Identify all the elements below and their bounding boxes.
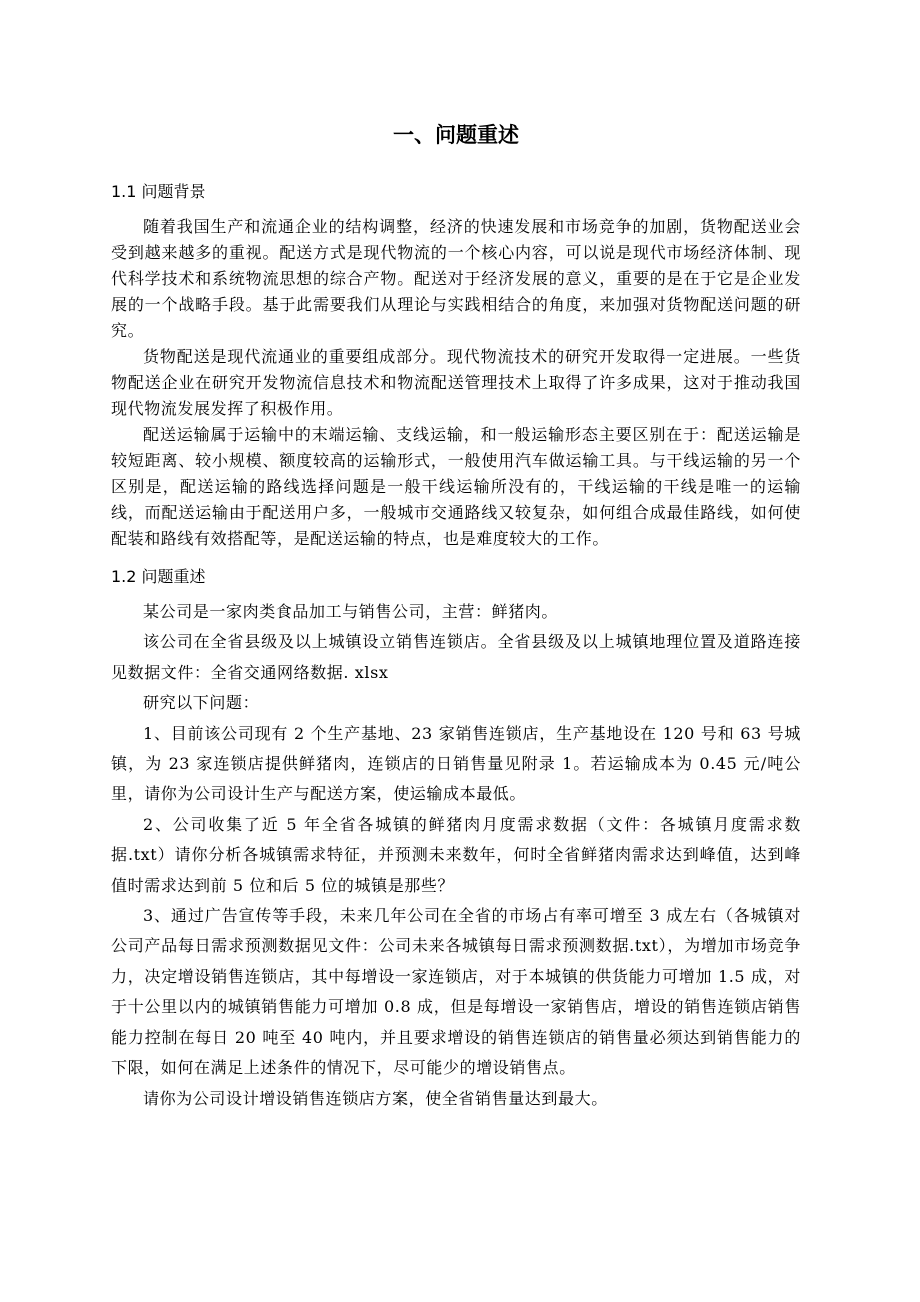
section-background — [111, 180, 801, 552]
paragraph: 研究以下问题： — [143, 693, 260, 713]
question-2: 2、公司收集了近 5 年全省各城镇的鲜猪肉月度需求数据（文件：各城镇月度需求数据.txt）请你分析各城镇需求特征，并预测未来数年，何时全省鲜猪肉需求达到峰值，达到峰值时需求达到前 5 位和后 5 位的城镇是那些？ — [111, 814, 801, 895]
section-problem-restatement — [111, 565, 801, 1114]
paragraph: 货物配送是现代流通业的重要组成部分。现代物流技术的研究开发取得一定进展。一些货物配送企业在研究开发物流信息技术和物流配送管理技术上取得了许多成果，这对于推动我国现代物流发展发挥了积极作用。 — [111, 347, 801, 418]
section-heading-background: 1.1 问题背景 — [111, 182, 206, 201]
question-1: 1、目前该公司现有 2 个生产基地、23 家销售连锁店，生产基地设在 120 号和 63 号城镇，为 23 家连锁店提供鲜猪肉，连锁店的日销售量见附录 1。若运输成本为 0.45 元/吨公里，请你为公司设计生产与配送方案，使运输成本最低。 — [111, 723, 801, 804]
paragraph: 某公司是一家肉类食品加工与销售公司，主营：鲜猪肉。 — [143, 602, 559, 621]
section-heading-restatement: 1.2 问题重述 — [111, 567, 206, 586]
paragraph: 配送运输属于运输中的末端运输、支线运输，和一般运输形态主要区别在于：配送运输是较短距离、较小规模、额度较高的运输形式，一般使用汽车做运输工具。与干线运输的另一个区别是，配送运输的路线选择问题是一般干线运输所没有的，干线运输的干线是唯一的运输线，而配送运输由于配送用户多，一般城市交通路线又较复杂，如何组合成最佳路线，如何使配装和路线有效搭配等，是配送运输的特点，也是难度较大的工作。 — [111, 425, 801, 548]
paragraph: 随着我国生产和流通企业的结构调整，经济的快速发展和市场竞争的加剧，货物配送业会受到越来越多的重视。配送方式是现代物流的一个核心内容，可以说是现代市场经济体制、现代科学技术和系统物流思想的综合产物。配送对于经济发展的意义，重要的是在于它是企业发展的一个战略手段。基于此需要我们从理论与实践相结合的角度，来加强对货物配送问题的研究。 — [111, 217, 801, 340]
page-title: 一、问题重述 — [393, 123, 519, 147]
paragraph: 请你为公司设计增设销售连锁店方案，使全省销售量达到最大。 — [143, 1088, 608, 1108]
paragraph: 该公司在全省县级及以上城镇设立销售连锁店。全省县级及以上城镇地理位置及道路连接见数据文件：全省交通网络数据. xlsx — [111, 632, 801, 682]
question-3: 3、通过广告宣传等手段，未来几年公司在全省的市场占有率可增至 3 成左右（各城镇对公司产品每日需求预测数据见文件：公司未来各城镇每日需求预测数据.txt），为增加市场竞争力，决定增设销售连锁店，其中每增设一家连锁店，对于本城镇的供货能力可增加 1.5 成，对于十公里以内的城镇销售能力可增加 0.8 成，但是每增设一家销售店，增设的销售连锁店销售能力控制在每日 20 吨至 40 吨内，并且要求增设的销售连锁店的销售量必须达到销售能力的下限，如何在满足上述条件的情况下，尽可能少的增设销售点。 — [111, 906, 801, 1078]
